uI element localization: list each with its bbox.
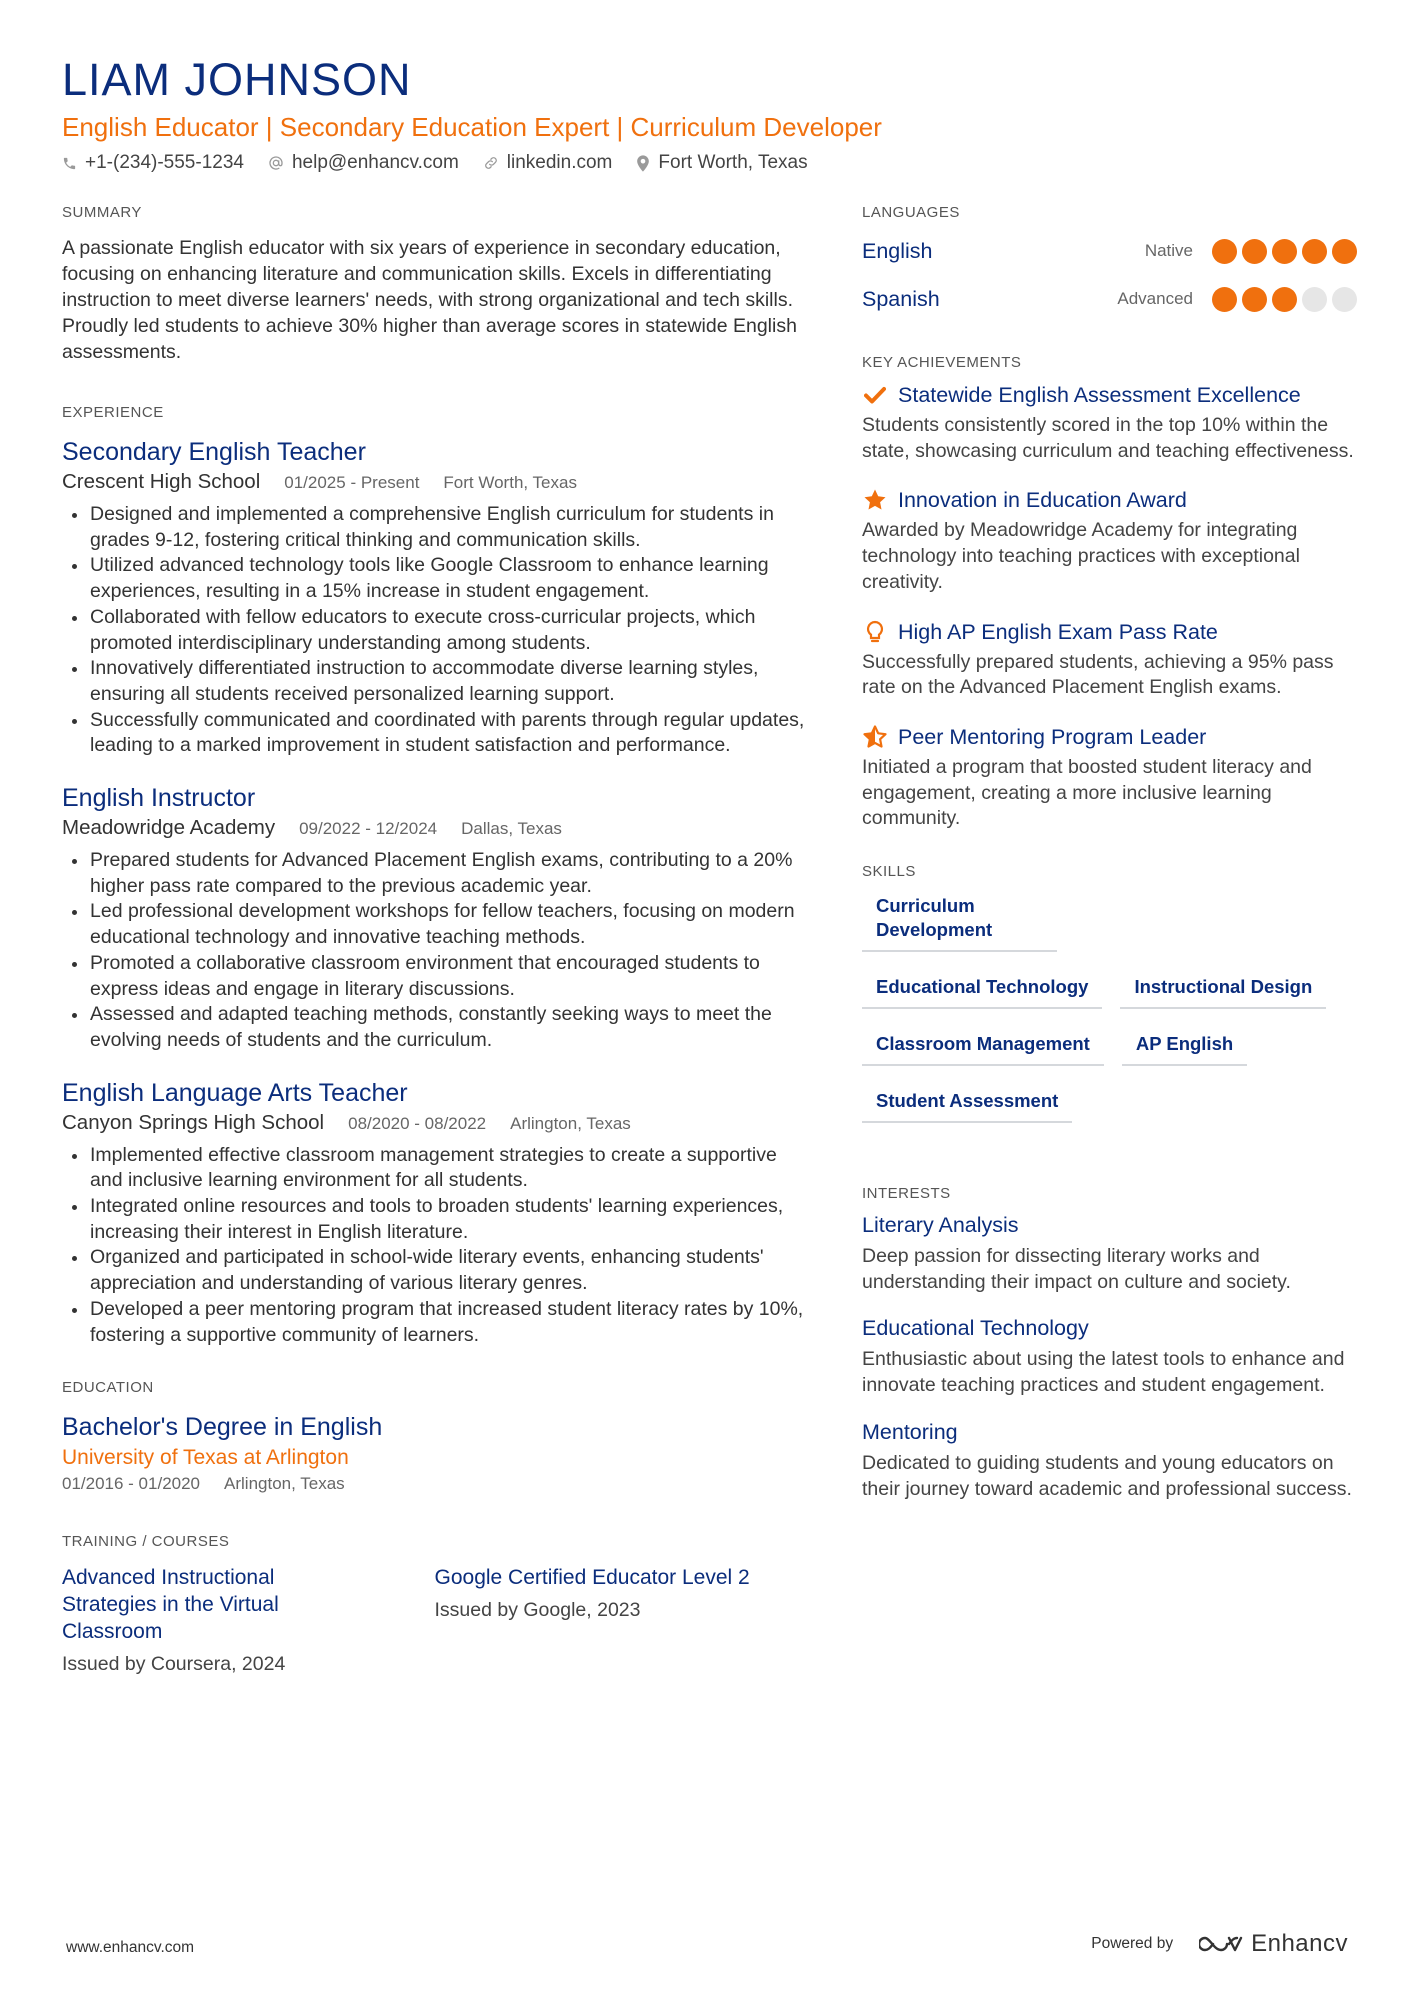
language-name: Spanish: [862, 286, 940, 311]
job-bullet: Successfully communicated and coordinated with parents through regular updates, leading to a marked improvement in student satisfaction and performance.: [62, 708, 807, 759]
language-item: [862, 227, 1357, 275]
job-title: Secondary English Teacher: [62, 438, 366, 466]
skills-title: SKILLS: [862, 863, 916, 881]
job-bullet: Designed and implemented a comprehensive English curriculum for students in grades 9-12, fostering critical thinking and communication skills.: [62, 502, 807, 553]
job-meta: [62, 1110, 807, 1137]
achievement-item: [862, 484, 1357, 595]
achievements-title: KEY ACHIEVEMENTS: [862, 354, 1022, 371]
rating-dot: [1212, 287, 1237, 312]
education-location: Arlington, Texas: [224, 1474, 345, 1494]
contact-location: [636, 150, 807, 176]
education-section: [62, 1378, 807, 1496]
course-title: Advanced Instructional Strategies in the Virtual Classroom: [62, 1566, 279, 1644]
interest-title: Mentoring: [862, 1419, 958, 1444]
powered-by-label: Powered by: [1091, 1935, 1174, 1952]
enhancv-logo-icon: [1199, 1932, 1243, 1956]
skills-section: [862, 862, 1357, 1140]
training-title: TRAINING / COURSES: [62, 1533, 230, 1551]
job-bullets: [62, 848, 807, 1054]
course-entry: [62, 1564, 435, 1677]
job-bullet: Implemented effective classroom management strategies to create a supportive and inclusive learning environment for all students.: [62, 1143, 807, 1194]
interest-title: Literary Analysis: [862, 1213, 1019, 1238]
course-issuer: Issued by Coursera, 2024: [62, 1653, 286, 1676]
experience-section: [62, 403, 807, 1348]
language-level: Advanced: [1117, 289, 1193, 308]
achievement-item: [862, 721, 1357, 832]
link-icon: [483, 155, 499, 171]
skill-tag: Instructional Design: [1120, 969, 1326, 1009]
job-dates: 09/2022 - 12/2024: [299, 819, 438, 839]
job-company: Canyon Springs High School: [62, 1110, 325, 1134]
course-issuer: Issued by Google, 2023: [434, 1599, 641, 1622]
achievement-header: [862, 721, 1357, 753]
achievement-header: [862, 616, 1357, 648]
contact-linkedin[interactable]: [483, 150, 613, 176]
job-company: Crescent High School: [62, 470, 261, 493]
location-pin-icon: [636, 155, 650, 172]
rating-dot: [1302, 287, 1327, 312]
interests-section: [862, 1184, 1357, 1502]
skill-tag: Student Assessment: [862, 1083, 1072, 1123]
interest-desc: Enthusiastic about using the latest tools to enhance and innovate teaching practices and student engagement.: [862, 1348, 1345, 1397]
training-section: [62, 1532, 807, 1677]
brand-name: Enhancv: [1251, 1930, 1348, 1957]
language-item: [862, 275, 1357, 323]
contact-location-text: Fort Worth, Texas: [658, 152, 808, 173]
achievement-desc: Successfully prepared students, achieving a 95% pass rate on the Advanced Placement English exams.: [862, 650, 1334, 699]
rating-dot: [1302, 239, 1327, 264]
language-rating: [1207, 239, 1357, 264]
achievements-section: [862, 353, 1357, 832]
contact-info: [62, 150, 1352, 176]
job-bullet: Assessed and adapted teaching methods, constantly seeking ways to meet the evolving needs of students and the curriculum.: [62, 1002, 807, 1053]
footer-branding: [1091, 1930, 1348, 1958]
interest-desc: Dedicated to guiding students and young educators on their journey toward academic and professional success.: [862, 1451, 1352, 1500]
achievement-item: [862, 379, 1357, 464]
rating-dot: [1332, 239, 1357, 264]
job-bullet: Integrated online resources and tools to broaden students' learning experiences, increasing their interest in English literature.: [62, 1194, 807, 1245]
contact-phone-text: +1-(234)-555-1234: [85, 152, 244, 173]
half-star-icon: [862, 724, 888, 750]
achievement-header: [862, 379, 1357, 411]
job-bullets: [62, 1143, 807, 1349]
checkmark-icon: [862, 382, 888, 408]
languages-title: LANGUAGES: [862, 204, 960, 221]
job-bullet: Collaborated with fellow educators to execute cross-curricular projects, which promoted interdisciplinary understanding among students.: [62, 605, 807, 656]
education-title: EDUCATION: [62, 1379, 154, 1397]
job-dates: 01/2025 - Present: [284, 473, 420, 492]
achievement-title: Statewide English Assessment Excellence: [898, 383, 1301, 407]
job-company: Meadowridge Academy: [62, 816, 276, 840]
rating-dot: [1212, 239, 1237, 264]
job-dates: 08/2020 - 08/2022: [348, 1113, 487, 1133]
education-meta: [62, 1472, 807, 1496]
interest-title: Educational Technology: [862, 1316, 1089, 1341]
interest-item: [862, 1313, 1357, 1398]
resume-header: [62, 52, 1352, 176]
job-bullet: Developed a peer mentoring program that increased student literacy rates by 10%, fostering a supportive community of learners.: [62, 1297, 807, 1348]
achievement-desc: Awarded by Meadowridge Academy for integrating technology into teaching practices with exceptional creativity.: [862, 519, 1300, 593]
skills-list: [862, 888, 1357, 1140]
education-dates: 01/2016 - 01/2020: [62, 1474, 201, 1494]
rating-dot: [1242, 287, 1267, 312]
rating-dot: [1332, 287, 1357, 312]
job-location: Fort Worth, Texas: [443, 473, 577, 492]
star-icon: [862, 487, 888, 513]
achievement-title: Innovation in Education Award: [898, 488, 1187, 513]
achievement-title: High AP English Exam Pass Rate: [898, 619, 1218, 644]
course-entry: [435, 1564, 808, 1677]
job-location: Arlington, Texas: [510, 1113, 631, 1133]
job-bullet: Innovatively differentiated instruction to accommodate diverse learning styles, ensuring all students received personalized learning support.: [62, 656, 807, 707]
contact-linkedin-text: linkedin.com: [506, 152, 613, 173]
candidate-headline: English Educator | Secondary Education Expert | Curriculum Developer: [62, 112, 882, 142]
course-title: Google Certified Educator Level 2: [434, 1566, 750, 1590]
brand-logo[interactable]: [1199, 1930, 1348, 1958]
phone-icon: [62, 156, 77, 171]
contact-email-text: help@enhancv.com: [291, 152, 459, 173]
candidate-name: LIAM JOHNSON: [62, 54, 412, 105]
interest-item: [862, 1210, 1357, 1295]
job-title: English Instructor: [62, 784, 256, 813]
job-entry: [62, 1076, 807, 1349]
job-bullet: Led professional development workshops for fellow teachers, focusing on modern educational technology and innovative teaching methods.: [62, 899, 807, 950]
at-icon: [268, 155, 284, 171]
skill-tag: AP English: [1122, 1026, 1247, 1066]
language-rating: [1207, 287, 1357, 312]
achievement-desc: Initiated a program that boosted student literacy and engagement, creating a more inclusive learning community.: [862, 755, 1312, 830]
summary-section: [62, 203, 807, 365]
languages-section: [862, 203, 1357, 323]
interest-item: [862, 1417, 1357, 1502]
education-degree: Bachelor's Degree in English: [62, 1413, 383, 1442]
job-bullet: Prepared students for Advanced Placement English exams, contributing to a 20% higher pass rate compared to the previous academic year.: [62, 848, 807, 899]
job-bullet: Utilized advanced technology tools like Google Classroom to enhance learning experiences, resulting in a 15% increase in student engagement.: [62, 553, 807, 604]
job-entry: [62, 781, 807, 1054]
job-bullet: Promoted a collaborative classroom environment that encouraged students to express ideas and engage in literary discussions.: [62, 951, 807, 1002]
education-school: University of Texas at Arlington: [62, 1446, 349, 1470]
contact-email[interactable]: [268, 150, 459, 176]
interest-desc: Deep passion for dissecting literary works and understanding their impact on culture and society.: [862, 1245, 1291, 1293]
achievement-header: [862, 484, 1357, 516]
job-meta: [62, 469, 807, 496]
summary-text: A passionate English educator with six years of experience in secondary education, focusing on enhancing literature and communication skills. Excels in differentiating instruction to meet diverse learners' needs, with strong organizational and tech skills. Proudly led students to achieve 30% higher than average scores in statewide English assessments.: [62, 237, 797, 363]
rating-dot: [1272, 239, 1297, 264]
training-list: [62, 1564, 807, 1677]
achievement-title: Peer Mentoring Program Leader: [898, 724, 1207, 749]
rating-dot: [1242, 239, 1267, 264]
interests-title: INTERESTS: [862, 1185, 951, 1203]
left-column: [62, 203, 807, 1677]
skill-tag: Classroom Management: [862, 1026, 1104, 1066]
job-title: English Language Arts Teacher: [62, 1078, 408, 1107]
language-level: Native: [1144, 241, 1193, 260]
job-location: Dallas, Texas: [461, 819, 562, 839]
contact-phone: [62, 150, 244, 176]
right-column: [862, 203, 1357, 1520]
language-name: English: [862, 238, 933, 263]
job-meta: [62, 815, 807, 842]
skill-tag: Curriculum Development: [862, 888, 1057, 952]
rating-dot: [1272, 287, 1297, 312]
job-entry: [62, 435, 807, 759]
job-bullet: Organized and participated in school-wide literary events, enhancing students' appreciation and understanding of various literary genres.: [62, 1245, 807, 1296]
summary-title: SUMMARY: [62, 204, 142, 221]
experience-title: EXPERIENCE: [62, 404, 164, 421]
job-bullets: [62, 502, 807, 759]
achievement-desc: Students consistently scored in the top 10% within the state, showcasing curriculum and teaching effectiveness.: [862, 414, 1354, 462]
lightbulb-icon: [862, 619, 888, 645]
footer-website[interactable]: www.enhancv.com: [66, 1939, 195, 1956]
skill-tag: Educational Technology: [862, 969, 1102, 1009]
achievement-item: [862, 616, 1357, 701]
